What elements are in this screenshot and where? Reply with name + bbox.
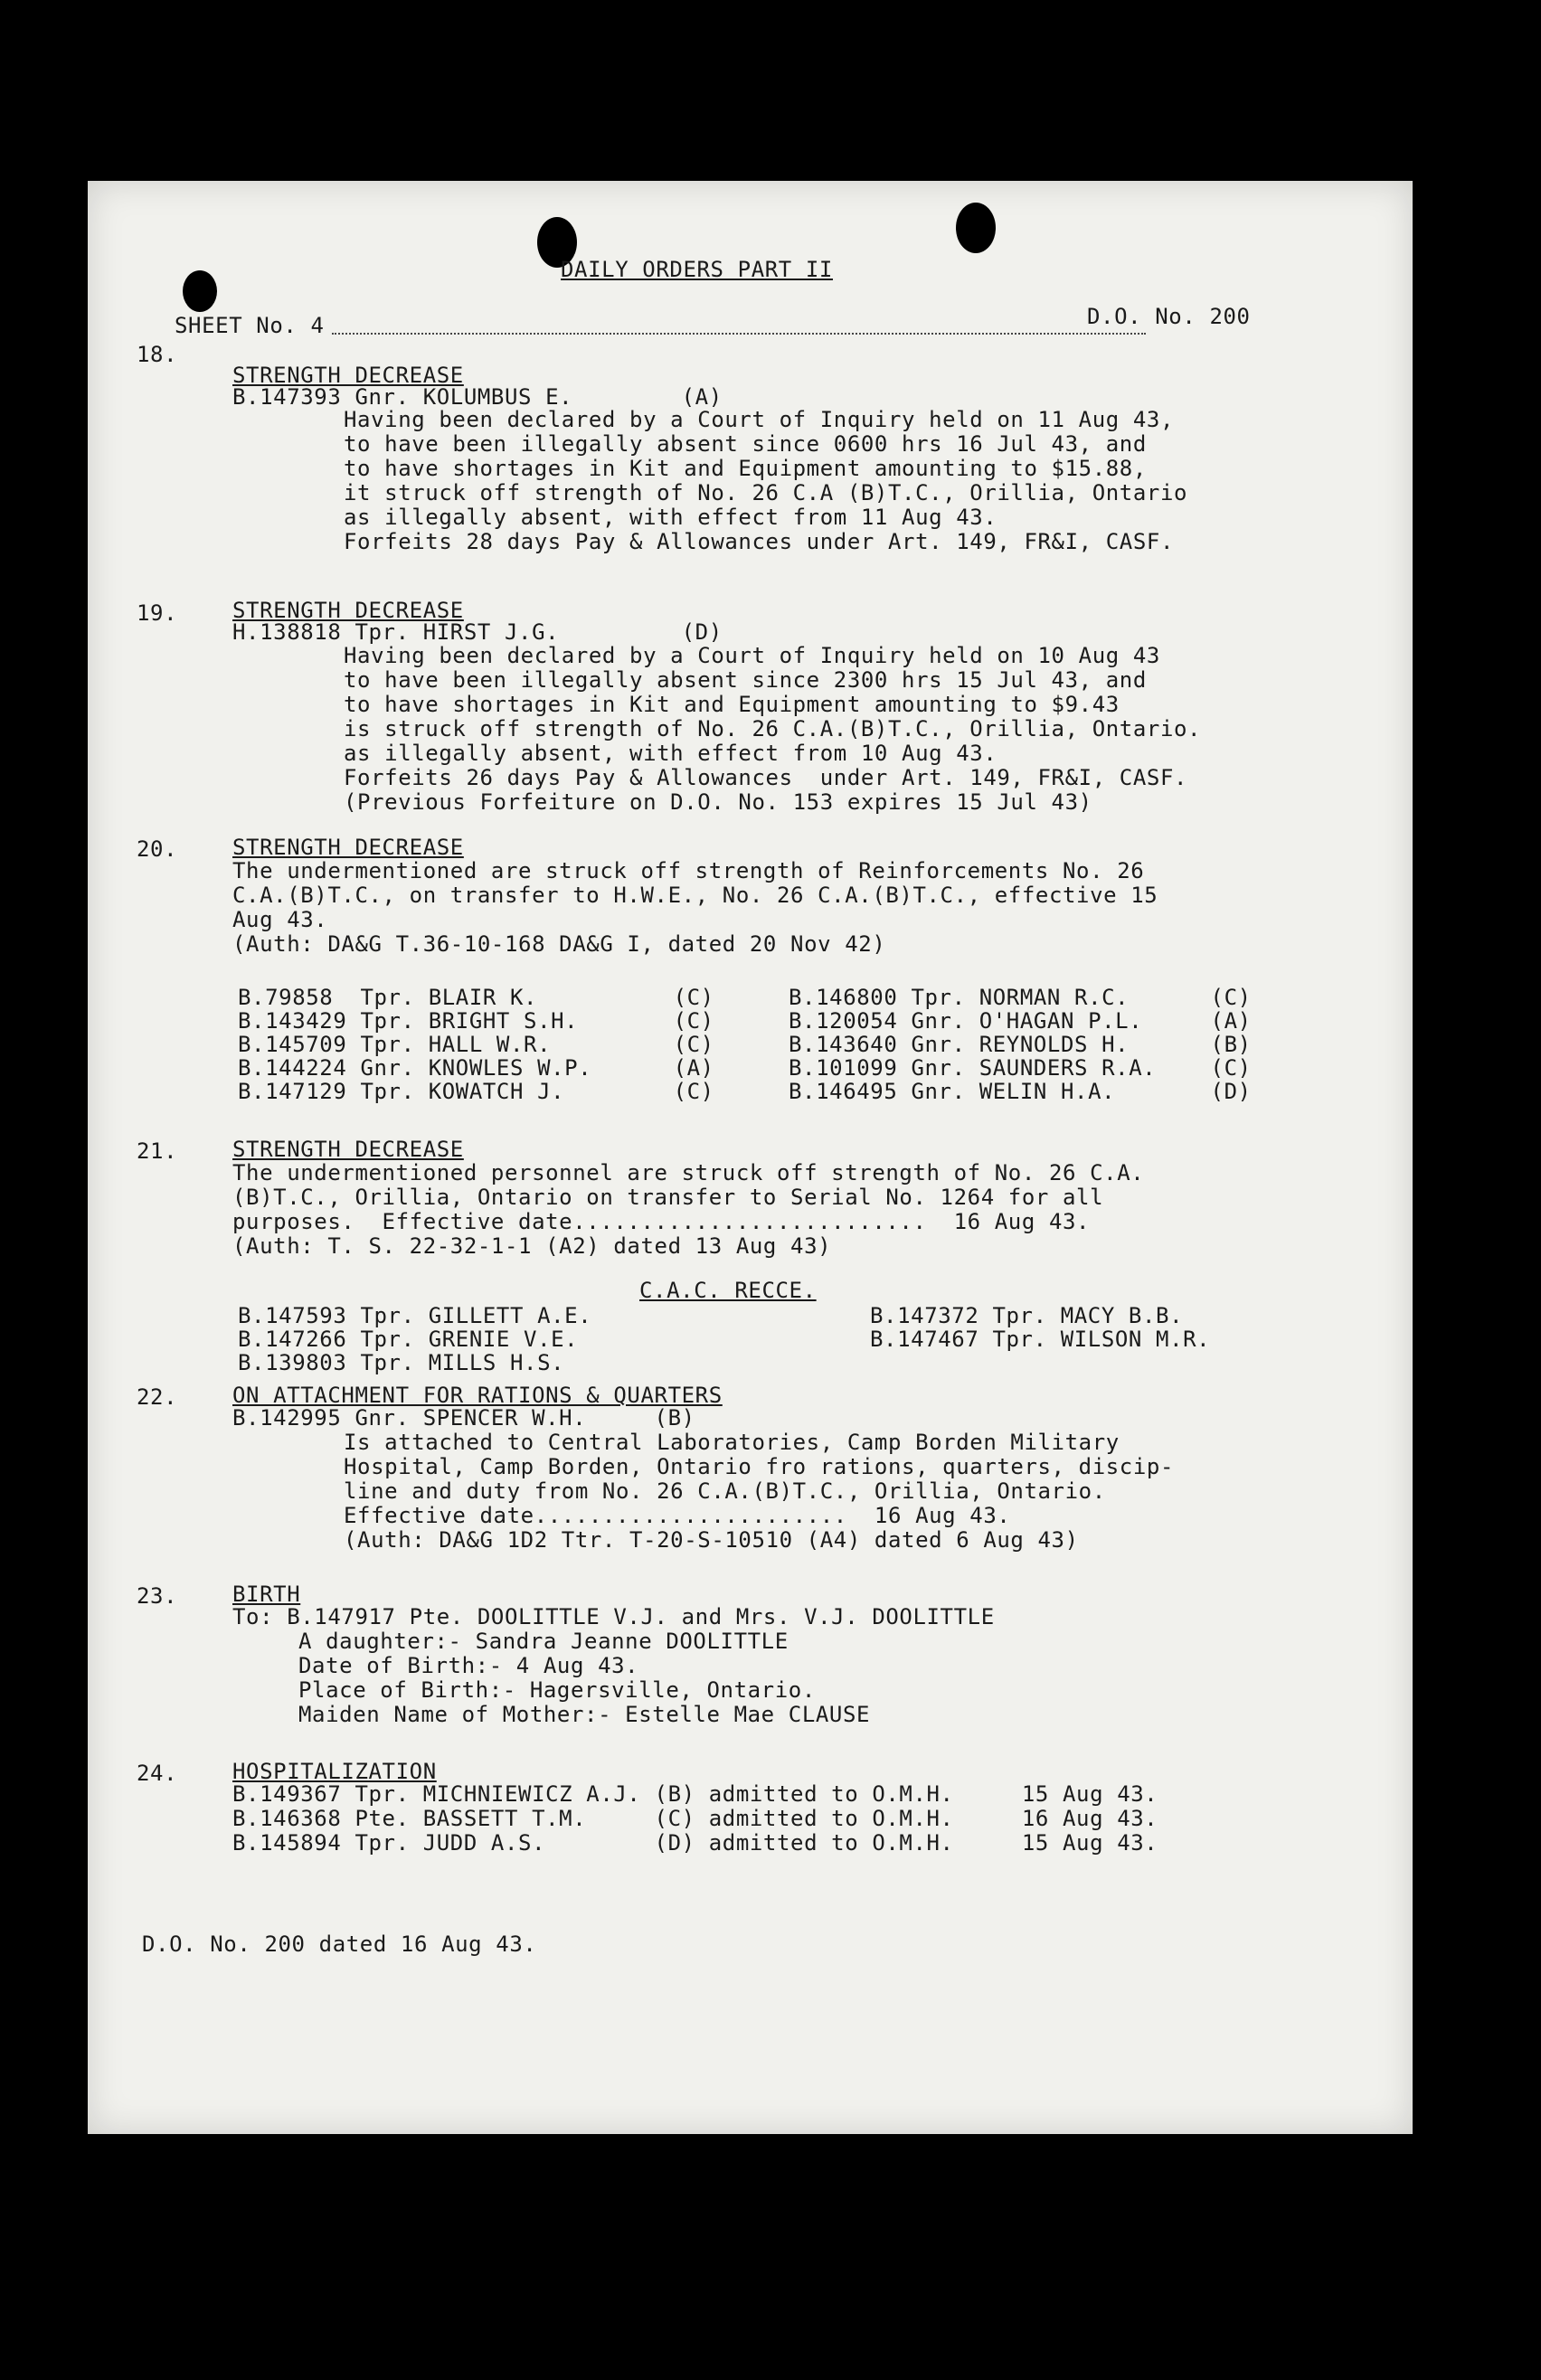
item-line: to have shortages in Kit and Equipment amounting to $15.88, [344,456,1147,481]
item-line: to have been illegally absent since 0600 hrs 16 Jul 43, and [344,431,1147,457]
roster-entry: B.145709 Tpr. HALL W.R. (C) [238,1032,714,1057]
item-heading: BIRTH [232,1582,301,1607]
item-heading: STRENGTH DECREASE [232,835,464,860]
item-number: 24. [137,1761,178,1786]
item-number: 21. [137,1138,178,1164]
item-line: Forfeits 28 days Pay & Allowances under Art. 149, FR&I, CASF. [344,529,1175,554]
item-line: it struck off strength of No. 26 C.A (B)T.C., Orillia, Ontario [344,480,1188,505]
document-title: DAILY ORDERS PART II [561,257,833,282]
item-line: (Auth: DA&G T.36-10-168 DA&G I, dated 20 Nov 42) [232,931,886,957]
item-line: B.149367 Tpr. MICHNIEWICZ A.J. (B) admitted to O.M.H. 15 Aug 43. [232,1781,1158,1807]
item-line: Forfeits 26 days Pay & Allowances under Art. 149, FR&I, CASF. [344,765,1188,790]
item-line: The undermentioned personnel are struck off strength of No. 26 C.A. [232,1160,1145,1185]
item-line: Having been declared by a Court of Inquiry held on 11 Aug 43, [344,407,1175,432]
item-line: H.138818 Tpr. HIRST J.G. (D) [232,619,723,645]
footer-line: D.O. No. 200 dated 16 Aug 43. [142,1931,537,1957]
item-line: Hospital, Camp Borden, Ontario fro rations, quarters, discip- [344,1454,1175,1479]
item-line: (Previous Forfeiture on D.O. No. 153 expires 15 Jul 43) [344,789,1092,815]
item-line: To: B.147917 Pte. DOOLITTLE V.J. and Mrs. V.J. DOOLITTLE [232,1604,995,1629]
item-line: Having been declared by a Court of Inquiry held on 10 Aug 43 [344,643,1160,668]
header-dotted-rule [332,333,1146,335]
item-number: 20. [137,836,178,862]
roster-entry: B.139803 Tpr. MILLS H.S. [238,1350,565,1375]
item-line: Place of Birth:- Hagersville, Ontario. [298,1677,816,1703]
item-line: line and duty from No. 26 C.A.(B)T.C., Orillia, Ontario. [344,1478,1106,1504]
item-number: 19. [137,600,178,626]
roster-entry: B.143640 Gnr. REYNOLDS H. (B) [789,1032,1252,1057]
item-line: B.146368 Pte. BASSETT T.M. (C) admitted to O.M.H. 16 Aug 43. [232,1806,1158,1831]
item-line: The undermentioned are struck off strength of Reinforcements No. 26 [232,858,1145,883]
item-line: to have shortages in Kit and Equipment amounting to $9.43 [344,692,1120,717]
roster-entry: B.147372 Tpr. MACY B.B. [870,1303,1184,1328]
item-line: (Auth: DA&G 1D2 Ttr. T-20-S-10510 (A4) dated 6 Aug 43) [344,1527,1079,1553]
item-line: as illegally absent, with effect from 10 Aug 43. [344,741,997,766]
item-number: 18. [137,342,178,367]
roster-entry: B.101099 Gnr. SAUNDERS R.A. (C) [789,1055,1252,1081]
item-line: Effective date....................... 16 Aug 43. [344,1503,1011,1528]
roster-entry: B.144224 Gnr. KNOWLES W.P. (A) [238,1055,714,1081]
unit-subheading: C.A.C. RECCE. [639,1278,817,1303]
item-line: (B)T.C., Orillia, Ontario on transfer to Serial No. 1264 for all [232,1185,1104,1210]
roster-entry: B.147593 Tpr. GILLETT A.E. [238,1303,592,1328]
roster-entry: B.147467 Tpr. WILSON M.R. [870,1327,1211,1352]
item-line: (Auth: T. S. 22-32-1-1 (A2) dated 13 Aug 43) [232,1233,832,1259]
item-line: C.A.(B)T.C., on transfer to H.W.E., No. 26 C.A.(B)T.C., effective 15 [232,883,1158,908]
document-page [88,181,1413,2134]
item-line: as illegally absent, with effect from 11 Aug 43. [344,505,997,530]
roster-entry: B.120054 Gnr. O'HAGAN P.L. (A) [789,1008,1252,1034]
item-line: B.142995 Gnr. SPENCER W.H. (B) [232,1405,695,1431]
item-heading: ON ATTACHMENT FOR RATIONS & QUARTERS [232,1383,723,1408]
item-heading: STRENGTH DECREASE [232,1137,464,1162]
item-heading: STRENGTH DECREASE [232,598,464,623]
roster-entry: B.146495 Gnr. WELIN H.A. (D) [789,1079,1252,1104]
roster-entry: B.147129 Tpr. KOWATCH J. (C) [238,1079,714,1104]
item-line: Aug 43. [232,907,328,932]
punch-hole [956,203,996,253]
roster-entry: B.146800 Tpr. NORMAN R.C. (C) [789,985,1252,1010]
item-heading: HOSPITALIZATION [232,1759,437,1784]
punch-hole [183,270,217,312]
roster-entry: B.79858 Tpr. BLAIR K. (C) [238,985,714,1010]
roster-entry: B.143429 Tpr. BRIGHT S.H. (C) [238,1008,714,1034]
item-heading: STRENGTH DECREASE [232,363,464,388]
item-number: 23. [137,1583,178,1609]
item-number: 22. [137,1384,178,1410]
do-number: D.O. No. 200 [1087,304,1251,329]
item-line: A daughter:- Sandra Jeanne DOOLITTLE [298,1629,789,1654]
item-line: Is attached to Central Laboratories, Camp Borden Military [344,1430,1120,1455]
item-line: Maiden Name of Mother:- Estelle Mae CLAUSE [298,1702,871,1727]
item-line: to have been illegally absent since 2300 hrs 15 Jul 43, and [344,667,1147,693]
item-line: B.147393 Gnr. KOLUMBUS E. (A) [232,384,723,410]
item-line: is struck off strength of No. 26 C.A.(B)T.C., Orillia, Ontario. [344,716,1202,741]
sheet-number: SHEET No. 4 [175,313,325,338]
item-line: B.145894 Tpr. JUDD A.S. (D) admitted to O.M.H. 15 Aug 43. [232,1830,1158,1856]
item-line: Date of Birth:- 4 Aug 43. [298,1653,639,1678]
roster-entry: B.147266 Tpr. GRENIE V.E. [238,1327,579,1352]
item-line: purposes. Effective date.......................... 16 Aug 43. [232,1209,1091,1234]
